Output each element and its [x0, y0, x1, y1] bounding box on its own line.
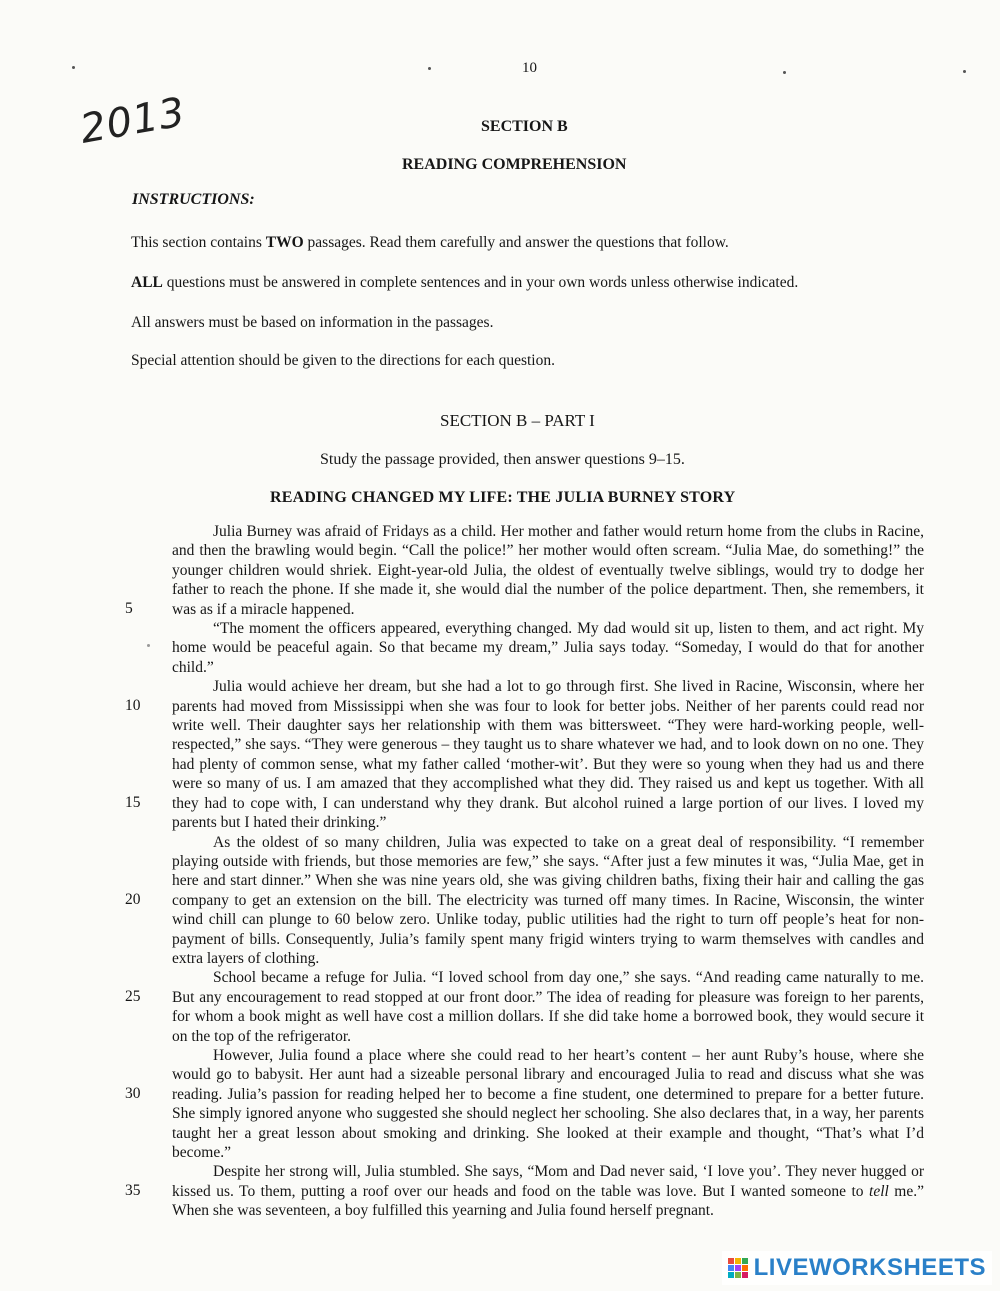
section-heading: SECTION B: [481, 118, 568, 135]
instruction-2: ALL questions must be answered in complete sentences and in your own words unless otherwise indicated.: [131, 274, 799, 291]
logo-text: LIVEWORKSHEETS: [753, 1254, 986, 1281]
logo-square: [728, 1272, 734, 1278]
paragraph: However, Julia found a place where she could read to her heart’s content – her aunt Ruby’s house, where she would go to babysit. Her aunt had a sizeable personal library and encouraged Julia to read and discuss what she was reading. Julia’s passion for reading helped her to become a fine student, one determined to prepare for a better future. She simply ignored anyone who suggested she should neglect her schooling. She also declares that, in a way, her parents taught her a great lesson about smoking and drinking. She looked at their example and thought, “That’s what I’d become.”: [172, 1046, 924, 1161]
study-instruction: Study the passage provided, then answer questions 9–15.: [320, 451, 685, 468]
instruction-1: This section contains TWO passages. Read them carefully and answer the questions that follow.: [131, 234, 729, 251]
logo-square: [735, 1272, 741, 1278]
scan-speck: [783, 71, 786, 74]
page-number: 10: [522, 60, 537, 76]
passage-title: READING CHANGED MY LIFE: THE JULIA BURNEY STORY: [270, 489, 736, 506]
paragraph: “The moment the officers appeared, everything changed. My dad would sit up, listen to them, and act right. My home would be peaceful again. So that became my dream,” Julia says today. “Someday, I would do that for another child.”: [172, 620, 924, 676]
logo-square: [742, 1265, 748, 1271]
line-number: 30: [125, 1085, 141, 1102]
logo-square: [735, 1258, 741, 1264]
logo-square: [742, 1258, 748, 1264]
instructions-title: INSTRUCTIONS:: [132, 191, 255, 208]
paragraph: Julia would achieve her dream, but she had a lot to go through first. She lived in Racine, Wisconsin, where her parents had moved from Mississippi when she was four to look for better jobs. Neither of her parents could read nor write well. Their daughter says her relationship with them was bittersweet. “They were hard-working people, well-respected,” she says. “They were generous – they taught us to share whatever we had, and to look down on no one. They had plenty of common sense, what my father called ‘mother-wit’. But they were so young when they had us and there were so many of us. I am amazed that they accomplished what they did. They raised us and kept us together. With all they had to cope with, I can understand why they drank. But alcohol ruined a large portion of our lives. I loved my parents but I hated their drinking.”: [172, 678, 924, 832]
line-number: 25: [125, 988, 141, 1005]
instruction-4: Special attention should be given to the directions for each question.: [131, 352, 555, 369]
logo-square: [728, 1265, 734, 1271]
paragraph: School became a refuge for Julia. “I loved school from day one,” she says. “And reading came naturally to me. But any encouragement to read stopped at our front door.” The idea of reading for pleasure was foreign to her parents, for whom a book might as well have cost a million dollars. If she did take home a borrowed book, they would secure it on the top of the refrigerator.: [172, 969, 924, 1045]
line-number: 20: [125, 891, 141, 908]
instruction-3: All answers must be based on information in the passages.: [131, 314, 494, 331]
passage-body: [172, 522, 924, 1221]
logo-square: [742, 1272, 748, 1278]
reading-comprehension-heading: READING COMPREHENSION: [402, 156, 627, 173]
line-number: 10: [125, 697, 141, 714]
liveworksheets-logo[interactable]: [722, 1251, 992, 1285]
line-number: 5: [125, 600, 133, 617]
logo-square: [728, 1258, 734, 1264]
line-number: 35: [125, 1182, 141, 1199]
part-heading: SECTION B – PART I: [440, 411, 595, 430]
paragraph: Julia Burney was afraid of Fridays as a child. Her mother and father would return home from the clubs in Racine, and then the brawling would begin. “Call the police!” her mother would often scream. “Julia Mae, do something!” the younger children would shriek. Eight-year-old Julia, the oldest of eventually twelve siblings, would try to dodge her father to reach the phone. If she made it, she would dial the number of the police department. Then, she remembers, it was as if a miracle happened.: [172, 523, 924, 618]
logo-grid-icon: [728, 1258, 748, 1278]
paragraph: As the oldest of so many children, Julia was expected to take on a great deal of responsibility. “I remember playing outside with friends, but those memories are few,” she says. “After just a few minutes it was, “Julia Mae, get in here and start dinner.” When she was nine years old, she was giving children baths, fixing their hair and calling the gas company to get an extension on the bill. The electricity was turned off many times. In Racine, Wisconsin, the winter wind chill can plunge to 60 below zero. Unlike today, public utilities had the right to turn off people’s heat for non-payment of bills. Consequently, Julia’s family spent many frigid winters trying to warm themselves with candles and extra layers of clothing.: [172, 833, 924, 967]
line-number: 15: [125, 794, 141, 811]
logo-square: [735, 1265, 741, 1271]
scan-speck: [147, 644, 150, 647]
paragraph: Despite her strong will, Julia stumbled. She says, “Mom and Dad never said, ‘I love you’. They never hugged or kissed us. To them, putting a roof over our heads and food on the table was love. But I wanted someone to tell me.” When she was seventeen, a boy fulfilled this yearning and Julia found herself pregnant.: [172, 1163, 924, 1220]
scan-speck: [72, 66, 75, 69]
scan-speck: [428, 67, 431, 70]
handwritten-year: 2013: [76, 89, 189, 153]
scan-speck: [963, 70, 966, 73]
